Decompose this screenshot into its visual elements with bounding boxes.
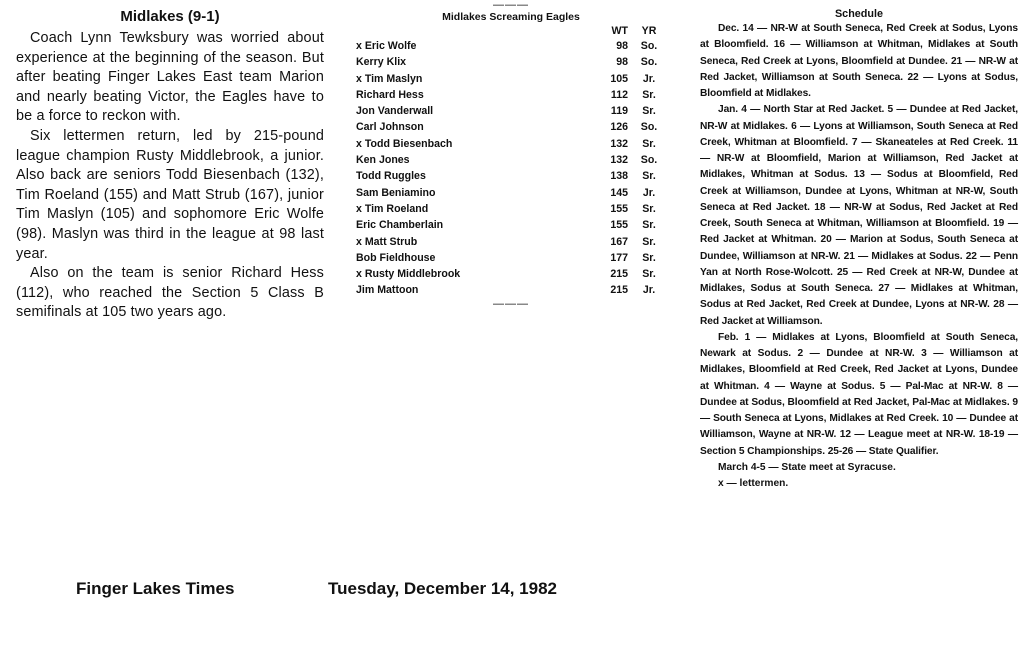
roster-row — [352, 234, 670, 250]
roster-header-wt: WT — [611, 25, 628, 37]
roster-name: Kerry Klix — [356, 56, 407, 69]
schedule-december: Dec. 14 — NR-W at South Seneca, Red Creek at Sodus, Lyons at Bloomfield. 16 — Williamson at Whitman, Midlakes at South Seneca, Red Creek at Lyons, Bloomfield at Dundee. 21 — NR-W at Red Jacket, Williamson at South Seneca. 22 — Lyons at Sodus, Bloomfield at Midlakes. — [700, 23, 1018, 99]
roster-name: Todd Ruggles — [356, 170, 426, 183]
publication-name: Finger Lakes Times — [76, 579, 235, 598]
roster-name: x Todd Biesenbach — [356, 137, 453, 150]
schedule-january: Jan. 4 — North Star at Red Jacket. 5 — Dundee at Red Jacket, NR-W at Midlakes. 6 — Lyons at Williamson, South Seneca at Red Creek, Whitman at Bloomfield. 7 — Skaneateles at Red Creek. 11 — NR-W at Bloomfield, Marion at Williamson, Red Jacket at Midlakes, Whitman at Sodus. 13 — Sodus at Bloomfield, Red Creek at Williamson, Dundee at Lyons, Whitman at NR-W, South Seneca at Red Jacket. 18 — NR-W at Sodus, Red Jacket at Red Creek, South Seneca at Whitman, Williamson at Bloomfield. 19 — Red Jacket at Whitman. 20 — Marion at Sodus, South Seneca at Dundee, Williamson at NR-W. 21 — Midlakes at Sodus. 22 — Penn Yan at North Rose-Wolcott. 25 — Red Creek at NR-W, Dundee at Midlakes, Sodus at South Seneca. 27 — Midlakes at Whitman, Sodus at Red Jacket, Red Creek at Dundee, Lyons at NR-W. 28 — Red Jacket at Williamson. — [700, 104, 1018, 327]
roster-row — [352, 71, 670, 87]
roster-name: Richard Hess — [356, 88, 424, 101]
roster-title: Midlakes Screaming Eagles — [442, 11, 580, 23]
roster-weight: 98 — [616, 40, 628, 52]
roster-year: So. — [640, 56, 658, 69]
roster-name: Sam Beniamino — [356, 186, 436, 199]
roster-name: x Tim Roeland — [356, 202, 429, 215]
roster-year: Sr. — [642, 251, 656, 264]
roster-row — [352, 38, 670, 54]
roster-name: Bob Fieldhouse — [356, 251, 436, 264]
roster-year: Sr. — [642, 170, 656, 183]
roster-weight: 155 — [610, 219, 628, 232]
roster-weight: 138 — [610, 170, 628, 183]
roster-row — [352, 136, 670, 152]
roster-year: So. — [640, 154, 658, 167]
roster-weight: 126 — [610, 121, 628, 134]
publication-date: Tuesday, December 14, 1982 — [328, 579, 558, 598]
roster-row — [352, 54, 670, 70]
roster-name: x Tim Maslyn — [356, 72, 423, 85]
roster-year: So. — [640, 40, 658, 52]
schedule-february: Feb. 1 — Midlakes at Lyons, Bloomfield at South Seneca, Newark at Sodus. 2 — Dundee at NR-W. 3 — Williamson at Midlakes, Bloomfield at Red Creek, Red Jacket at Lyons, Dundee at Whitman. 4 — Wayne at Sodus. 5 — Pal-Mac at NR-W. 8 — Dundee at Sodus, Bloomfield at Red Jacket, Pal-Mac at Midlakes. 9 — South Seneca at Lyons, Midlakes at Red Creek. 10 — Dundee at Williamson, Wayne at NR-W. 12 — League meet at NR-W. 18-19 — Section 5 Championships. 25-26 — State Qualifier. — [700, 331, 1018, 457]
roster-weight: 119 — [610, 105, 628, 118]
schedule-title: Schedule — [834, 8, 883, 20]
roster-weight: 177 — [610, 251, 628, 264]
roster-year: So. — [640, 121, 658, 134]
roster-table — [352, 38, 670, 299]
roster-name: Eric Chamberlain — [356, 219, 444, 232]
article-paragraph-2: Six lettermen return, led by 215-pound league champion Rusty Middlebrook, a junior. Also back are seniors Todd Biesenbach (132), Tim Roeland (155) and Matt Strub (167), junior Tim Maslyn (105) and sophomore Eric Wolfe (98). Maslyn was third in the league at 98 last year. — [16, 127, 324, 262]
roster-row — [352, 103, 670, 119]
roster-year: Sr. — [642, 88, 656, 101]
lettermen-legend: x — lettermen. — [718, 478, 789, 489]
roster-weight: 132 — [610, 137, 628, 150]
roster-row — [352, 201, 670, 217]
roster-year: Jr. — [642, 186, 656, 199]
roster-year: Sr. — [642, 137, 656, 150]
roster-year: Sr. — [642, 235, 656, 248]
roster-name: Carl Johnson — [356, 121, 424, 134]
roster-weight: 98 — [616, 56, 628, 69]
roster-row — [352, 152, 670, 168]
roster-header-yr: YR — [641, 25, 657, 37]
roster-year: Sr. — [642, 219, 656, 232]
schedule-section — [700, 8, 1018, 492]
roster-row — [352, 282, 670, 298]
roster-year: Jr. — [642, 72, 656, 85]
midlakes-article — [16, 8, 324, 323]
roster-row — [352, 250, 670, 266]
roster-name: Ken Jones — [356, 154, 410, 167]
roster-weight: 145 — [610, 186, 628, 199]
article-heading: Midlakes (9-1) — [120, 8, 220, 25]
roster-row — [352, 87, 670, 103]
article-paragraph-1: Coach Lynn Tewksbury was worried about experience at the beginning of the season. But after beating Finger Lakes East team Marion and nearly beating Victor, the Eagles have to be a force to reckon with. — [16, 30, 324, 125]
roster-header-row — [352, 25, 670, 38]
roster-row — [352, 217, 670, 233]
roster-row — [352, 185, 670, 201]
roster-weight: 132 — [610, 154, 628, 167]
roster-name: Jon Vanderwall — [356, 105, 434, 118]
roster-bottom-rule: ——— — [493, 297, 529, 310]
roster-name: x Matt Strub — [356, 235, 418, 248]
roster-year: Jr. — [642, 284, 656, 297]
roster-name: x Rusty Middlebrook — [356, 268, 461, 281]
roster-year: Sr. — [642, 105, 656, 118]
schedule-march: March 4-5 — State meet at Syracuse. — [718, 461, 896, 473]
roster-weight: 215 — [610, 284, 628, 297]
roster-weight: 215 — [610, 268, 628, 281]
roster-top-rule: ——— — [493, 0, 529, 11]
roster-row — [352, 119, 670, 135]
roster-year: Sr. — [642, 202, 656, 215]
roster-weight: 155 — [610, 202, 628, 215]
roster-row — [352, 266, 670, 282]
article-paragraph-3: Also on the team is senior Richard Hess (112), who reached the Section 5 Class B semifinals at 105 two years ago. — [16, 265, 324, 321]
roster-weight: 167 — [610, 235, 628, 248]
roster-name: x Eric Wolfe — [356, 40, 417, 52]
roster-weight: 105 — [610, 72, 628, 85]
roster-row — [352, 168, 670, 184]
roster-weight: 112 — [610, 88, 628, 101]
roster-name: Jim Mattoon — [356, 284, 419, 297]
roster-year: Sr. — [642, 268, 656, 281]
roster-section — [352, 0, 670, 309]
